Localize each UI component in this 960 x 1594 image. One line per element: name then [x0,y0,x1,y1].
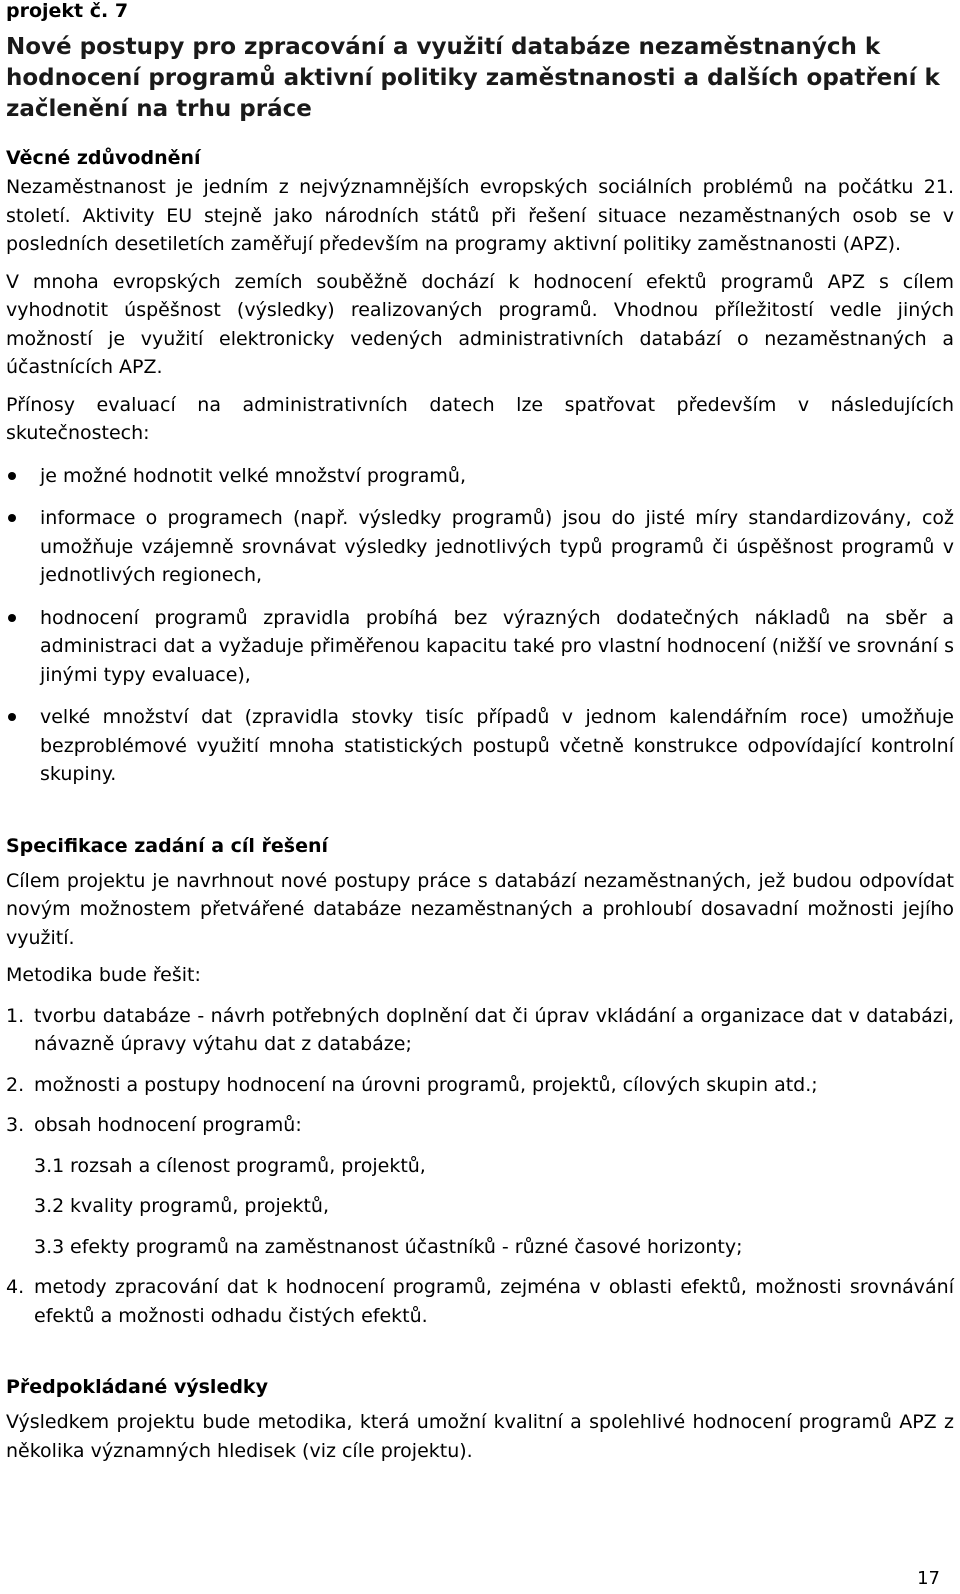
document-title: Nové postupy pro zpracování a využití databáze nezaměstnaných k hodnocení programů aktivní politiky zaměstnanosti a dalších opatření k začlenění na trhu práce [6,34,940,122]
list-item: 3.1 rozsah a cílenost programů, projektů, [34,1154,426,1177]
section-heading-specification: Specifikace zadání a cíl řešení [6,834,329,857]
methodology-list [6,1002,954,1331]
bullet-icon [8,472,16,480]
bullet-icon [8,514,16,522]
benefits-list [6,462,954,789]
paragraph: V mnoha evropských zemích souběžně dochází k hodnocení efektů programů APZ s cílem vyhodnotit úspěšnost (výsledky) realizovaných programů. Vhodnou příležitostí vedle jiných možností je využití elektronicky vedených administrativních databází o nezaměstnaných a účastnících APZ. [6,270,954,378]
section-heading-justification: Věcné zdůvodnění [6,147,201,169]
paragraph: Nezaměstnanost je jedním z nejvýznamnějších evropských sociálních problémů na počátku 21. století. Aktivity EU stejně jako národních států při řešení situace nezaměstnaných osob se v posledních desetiletích zaměřují především na programy aktivní politiky zaměstnanosti (APZ). [6,176,954,255]
bullet-icon [8,614,16,622]
page-number: 17 [917,1568,940,1589]
document-page [6,0,954,1465]
paragraph: Metodika bude řešit: [6,964,201,986]
section-heading-results: Předpokládané výsledky [6,1376,268,1398]
list-item: 3. obsah hodnocení programů: [6,1114,302,1136]
bullet-icon [8,713,16,721]
list-item: 2. možnosti a postupy hodnocení na úrovni programů, projektů, cílových skupin atd.; [6,1073,818,1096]
list-item: 3.2 kvality programů, projektů, [34,1195,329,1217]
list-item: informace o programech (např. výsledky programů) jsou do jisté míry standardizovány, což umožňuje vzájemně srovnávat výsledky jednotlivých typů programů či úspěšnost programů v jednotlivých regionech, [6,504,954,590]
list-item: hodnocení programů zpravidla probíhá bez výrazných dodatečných nákladů na sběr a administraci dat a vyžaduje přiměřenou kapacitu také pro vlastní hodnocení (nižší ve srovnání s jinými typy evaluace), [6,604,954,690]
list-item: velké množství dat (zpravidla stovky tisíc případů v jednom kalendářním roce) umožňuje bezproblémové využití mnoha statistických postupů včetně konstrukce odpovídající kontrolní skupiny. [6,703,954,789]
project-label: projekt č. 7 [6,0,129,22]
list-item: 1. tvorbu databáze - návrh potřebných doplnění dat či úprav vkládání a organizace dat v databázi, návazně úpravy výtahu dat z databáze; [6,1004,954,1055]
list-item: 4. metody zpracování dat k hodnocení programů, zejména v oblasti efektů, možnosti srovnávání efektů a možnosti odhadu čistých efektů. [6,1276,954,1327]
paragraph: Přínosy evaluací na administrativních datech lze spatřovat především v následujících skutečnostech: [6,393,954,444]
paragraph: Cílem projektu je navrhnout nové postupy práce s databází nezaměstnaných, jež budou odpovídat novým možnostem přetvářené databáze nezaměstnaných a prohloubí dosavadní možnosti jejího využití. [6,869,954,949]
paragraph: Výsledkem projektu bude metodika, která umožní kvalitní a spolehlivé hodnocení programů APZ z několika významných hledisek (viz cíle projektu). [6,1411,954,1462]
list-item: je možné hodnotit velké množství programů, [6,462,954,491]
list-item: 3.3 efekty programů na zaměstnanost účastníků - různé časové horizonty; [34,1235,743,1258]
